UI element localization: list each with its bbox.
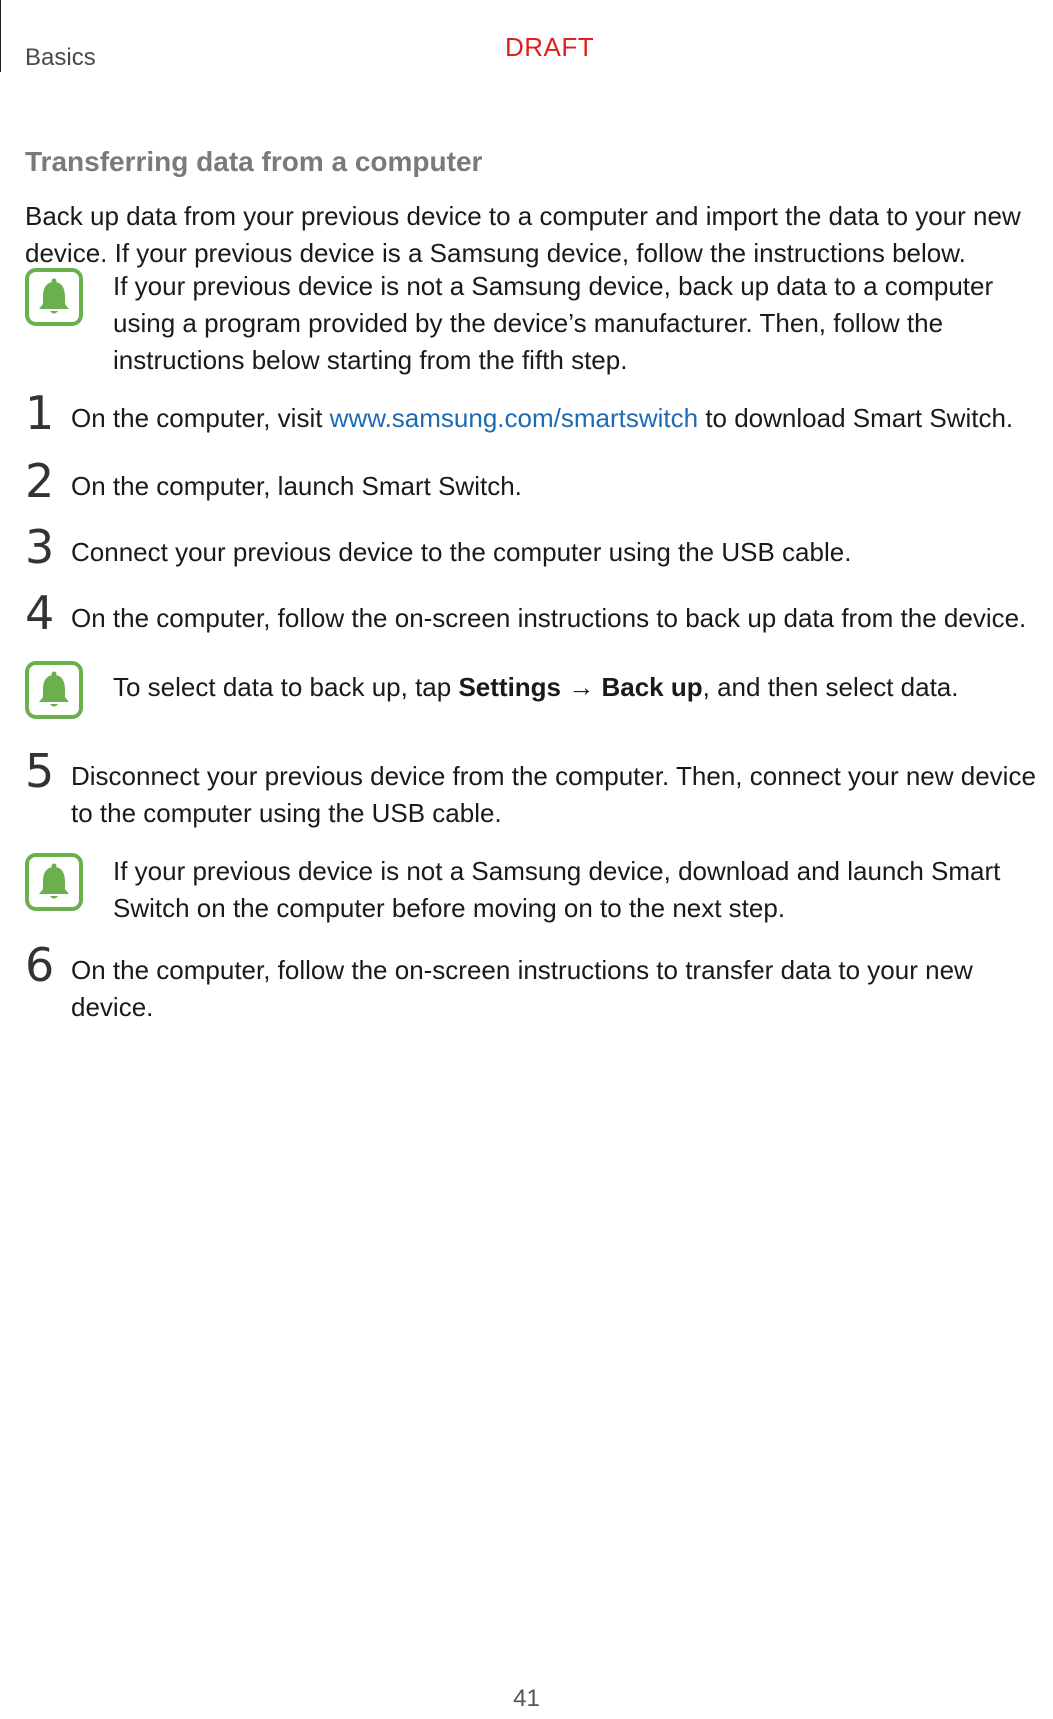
settings-label: Settings bbox=[458, 672, 562, 702]
step-number: 1 bbox=[25, 386, 55, 440]
smartswitch-link[interactable]: www.samsung.com/smartswitch bbox=[329, 403, 699, 433]
bell-icon bbox=[25, 853, 83, 911]
note-text: If your previous device is not a Samsung device, download and launch Smart Switch on the computer before moving on to the next step. bbox=[113, 856, 1001, 923]
note-block bbox=[25, 853, 1045, 927]
note-block bbox=[25, 268, 1045, 379]
note-block bbox=[25, 661, 1045, 706]
step-item bbox=[25, 520, 1045, 574]
step-item bbox=[25, 938, 1045, 1026]
step-number: 3 bbox=[25, 520, 55, 574]
bell-icon bbox=[25, 661, 83, 719]
step-item bbox=[25, 586, 1045, 640]
step-number: 4 bbox=[25, 586, 55, 640]
step-item bbox=[25, 454, 1045, 508]
step-item bbox=[25, 386, 1045, 440]
step-number: 2 bbox=[25, 454, 55, 508]
back-up-label: Back up bbox=[601, 672, 703, 702]
section-label: Basics bbox=[25, 44, 96, 71]
step-number: 6 bbox=[25, 938, 55, 992]
step-number: 5 bbox=[25, 744, 55, 798]
step-text: Disconnect your previous device from the computer. Then, connect your new device to the computer using the USB cable. bbox=[71, 761, 1036, 828]
step-text: On the computer, visit www.samsung.com/smartswitch to download Smart Switch. bbox=[71, 403, 1014, 433]
intro-paragraph: Back up data from your previous device to a computer and import the data to your new device. If your previous device is a Samsung device, follow the instructions below. bbox=[25, 201, 1021, 268]
step-text: On the computer, follow the on-screen instructions to back up data from the device. bbox=[71, 603, 1027, 633]
page-number: 41 bbox=[513, 1685, 540, 1712]
step-text: On the computer, launch Smart Switch. bbox=[71, 471, 522, 501]
bell-icon bbox=[25, 268, 83, 326]
note-text: If your previous device is not a Samsung device, back up data to a computer using a program provided by the device’s manufacturer. Then, follow the instructions below starting from the fifth step. bbox=[113, 271, 994, 375]
corner-rule bbox=[0, 0, 1, 72]
step-item bbox=[25, 744, 1045, 832]
note-text: To select data to back up, tap Settings → Back up, and then select data. bbox=[113, 672, 959, 702]
draft-watermark: DRAFT bbox=[505, 32, 595, 62]
step-text: Connect your previous device to the computer using the USB cable. bbox=[71, 537, 852, 567]
step-text: On the computer, follow the on-screen instructions to transfer data to your new device. bbox=[71, 955, 973, 1022]
section-heading: Transferring data from a computer bbox=[25, 146, 483, 177]
